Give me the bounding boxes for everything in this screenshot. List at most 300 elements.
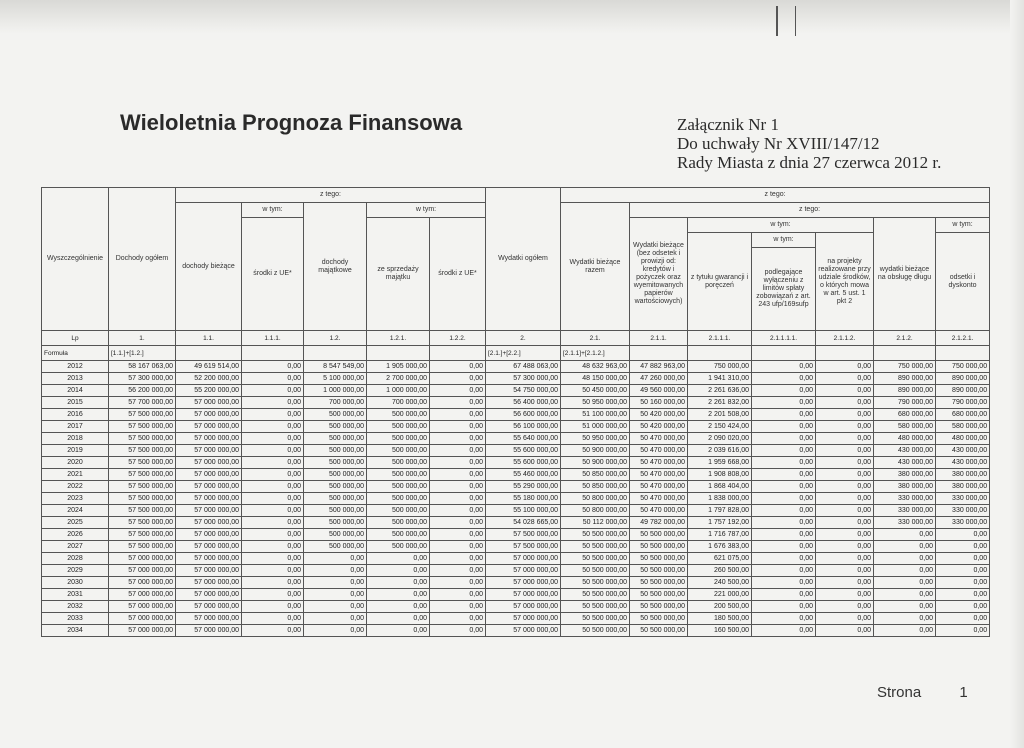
table-cell: 50 500 000,00 — [561, 529, 630, 541]
table-cell: 2 150 424,00 — [688, 421, 752, 433]
table-row — [42, 505, 990, 517]
table-cell: 380 000,00 — [874, 481, 936, 493]
header-w-tym: w tym: — [367, 203, 486, 218]
table-cell: 750 000,00 — [688, 361, 752, 373]
table-cell: 0,00 — [430, 589, 486, 601]
table-cell: 0,00 — [752, 553, 816, 565]
lp-row — [42, 331, 990, 346]
table-cell: 0,00 — [752, 517, 816, 529]
table-row — [42, 553, 990, 565]
table-cell — [430, 346, 486, 361]
table-cell: 1 000 000,00 — [304, 385, 367, 397]
table-cell: 480 000,00 — [874, 433, 936, 445]
table-cell: 1 676 383,00 — [688, 541, 752, 553]
table-cell: 57 000 000,00 — [176, 565, 242, 577]
table-cell: 55 200 000,00 — [176, 385, 242, 397]
table-cell: 49 619 514,00 — [176, 361, 242, 373]
table-cell: 0,00 — [874, 565, 936, 577]
table-cell: 1 797 828,00 — [688, 505, 752, 517]
table-cell: 0,00 — [936, 565, 990, 577]
header-z-tytulu-gwarancji: z tytułu gwarancji i poręczeń — [688, 233, 752, 331]
attachment-note — [677, 115, 941, 172]
table-cell: 500 000,00 — [367, 409, 430, 421]
table-cell: 0,00 — [430, 445, 486, 457]
table-cell: 57 300 000,00 — [109, 373, 176, 385]
table-cell: 57 000 000,00 — [176, 541, 242, 553]
table-cell: 50 500 000,00 — [630, 529, 688, 541]
table-cell: 330 000,00 — [936, 493, 990, 505]
header-z-tego: z tego: — [561, 188, 990, 203]
header-srodki-ue: środki z UE* — [430, 218, 486, 331]
table-row — [42, 625, 990, 637]
table-row — [42, 481, 990, 493]
table-cell: 0,00 — [242, 409, 304, 421]
scan-mark — [776, 6, 778, 36]
table-cell: 500 000,00 — [367, 421, 430, 433]
table-cell: 0,00 — [430, 625, 486, 637]
table-cell: 1 908 808,00 — [688, 469, 752, 481]
table-cell: 47 882 963,00 — [630, 361, 688, 373]
table-cell: 50 500 000,00 — [630, 589, 688, 601]
table-cell: 0,00 — [816, 397, 874, 409]
table-cell: 57 500 000,00 — [109, 541, 176, 553]
table-cell: 5 100 000,00 — [304, 373, 367, 385]
table-cell — [304, 346, 367, 361]
table-cell: 0,00 — [430, 361, 486, 373]
table-row — [42, 385, 990, 397]
table-cell: 57 000 000,00 — [486, 577, 561, 589]
table-cell: 50 470 000,00 — [630, 457, 688, 469]
table-cell — [688, 346, 752, 361]
table-cell: 57 000 000,00 — [486, 565, 561, 577]
table-cell: 0,00 — [242, 493, 304, 505]
table-cell: 0,00 — [816, 541, 874, 553]
table-row — [42, 373, 990, 385]
table-cell: 240 500,00 — [688, 577, 752, 589]
table-cell: 0,00 — [242, 469, 304, 481]
table-cell: 57 000 000,00 — [109, 625, 176, 637]
table-cell: 0,00 — [430, 493, 486, 505]
table-cell: 0,00 — [752, 481, 816, 493]
table-cell: 2025 — [42, 517, 109, 529]
table-cell: 0,00 — [816, 601, 874, 613]
table-cell: 890 000,00 — [874, 385, 936, 397]
table-cell: 57 000 000,00 — [109, 589, 176, 601]
table-cell: 57 000 000,00 — [176, 457, 242, 469]
table-cell: 51 000 000,00 — [561, 421, 630, 433]
table-cell — [816, 346, 874, 361]
table-cell: 50 500 000,00 — [561, 565, 630, 577]
table-cell: 2.1.1.1.1. — [752, 331, 816, 346]
table-cell: 57 000 000,00 — [486, 625, 561, 637]
attachment-number: Załącznik Nr 1 — [677, 115, 779, 134]
table-cell: 330 000,00 — [936, 517, 990, 529]
table-cell: 2015 — [42, 397, 109, 409]
table-cell: 621 075,00 — [688, 553, 752, 565]
table-cell: 57 000 000,00 — [109, 565, 176, 577]
table-cell: 2 201 508,00 — [688, 409, 752, 421]
table-cell: 2019 — [42, 445, 109, 457]
table-cell: 57 500 000,00 — [109, 445, 176, 457]
table-cell: 50 420 000,00 — [630, 421, 688, 433]
table-cell: 260 500,00 — [688, 565, 752, 577]
table-cell: 57 000 000,00 — [176, 613, 242, 625]
table-cell: 57 500 000,00 — [109, 433, 176, 445]
table-cell: 500 000,00 — [304, 505, 367, 517]
table-cell: 380 000,00 — [936, 481, 990, 493]
table-cell: 0,00 — [430, 601, 486, 613]
header-z-tego: z tego: — [176, 188, 486, 203]
table-cell: 0,00 — [816, 529, 874, 541]
table-cell: 2034 — [42, 625, 109, 637]
table-cell: 700 000,00 — [304, 397, 367, 409]
table-cell: 680 000,00 — [936, 409, 990, 421]
header-w-tym: w tym: — [936, 218, 990, 233]
table-cell: 55 460 000,00 — [486, 469, 561, 481]
table-cell: 500 000,00 — [367, 433, 430, 445]
table-row — [42, 529, 990, 541]
table-cell: 580 000,00 — [936, 421, 990, 433]
table-row — [42, 361, 990, 373]
table-cell: 0,00 — [242, 625, 304, 637]
table-cell: 50 420 000,00 — [630, 409, 688, 421]
table-cell: 67 488 063,00 — [486, 361, 561, 373]
table-cell: 0,00 — [874, 625, 936, 637]
table-cell: 49 782 000,00 — [630, 517, 688, 529]
table-cell: 500 000,00 — [304, 409, 367, 421]
table-cell: 0,00 — [304, 577, 367, 589]
table-cell: 680 000,00 — [874, 409, 936, 421]
table-cell: 0,00 — [874, 553, 936, 565]
table-cell: 58 167 063,00 — [109, 361, 176, 373]
table-cell: 0,00 — [242, 373, 304, 385]
table-cell: 57 000 000,00 — [176, 397, 242, 409]
table-cell: 330 000,00 — [874, 517, 936, 529]
scan-mark — [795, 6, 796, 36]
table-row — [42, 541, 990, 553]
table-cell: 52 200 000,00 — [176, 373, 242, 385]
table-cell: 0,00 — [242, 433, 304, 445]
table-cell: 57 000 000,00 — [176, 625, 242, 637]
table-cell: 50 800 000,00 — [561, 505, 630, 517]
table-row — [42, 469, 990, 481]
table-cell: 500 000,00 — [367, 457, 430, 469]
table-cell: 2033 — [42, 613, 109, 625]
table-cell: 0,00 — [752, 613, 816, 625]
table-cell: 50 850 000,00 — [561, 469, 630, 481]
table-cell: 1 838 000,00 — [688, 493, 752, 505]
table-cell: 0,00 — [242, 565, 304, 577]
table-cell: 330 000,00 — [874, 505, 936, 517]
table-cell: 0,00 — [816, 385, 874, 397]
table-cell: 0,00 — [430, 385, 486, 397]
table-cell: 0,00 — [304, 601, 367, 613]
table-cell: 0,00 — [242, 481, 304, 493]
table-cell: 0,00 — [752, 421, 816, 433]
table-cell: 50 850 000,00 — [561, 481, 630, 493]
table-cell — [367, 346, 430, 361]
table-cell: 50 470 000,00 — [630, 433, 688, 445]
table-cell: 2.1.1.2. — [816, 331, 874, 346]
table-cell: 57 000 000,00 — [486, 613, 561, 625]
table-cell: 50 500 000,00 — [561, 601, 630, 613]
table-cell: 0,00 — [430, 397, 486, 409]
table-cell: 50 500 000,00 — [561, 553, 630, 565]
table-cell: 2017 — [42, 421, 109, 433]
table-cell: 57 000 000,00 — [176, 481, 242, 493]
page-footer — [877, 684, 968, 701]
table-cell: 890 000,00 — [874, 373, 936, 385]
table-cell — [630, 346, 688, 361]
table-cell: 2031 — [42, 589, 109, 601]
table-cell: 50 500 000,00 — [630, 625, 688, 637]
table-cell: 0,00 — [816, 409, 874, 421]
table-row — [42, 409, 990, 421]
table-cell: 50 470 000,00 — [630, 493, 688, 505]
table-cell: 0,00 — [242, 601, 304, 613]
table-cell: 57 300 000,00 — [486, 373, 561, 385]
table-cell: 57 000 000,00 — [486, 553, 561, 565]
table-cell: 57 000 000,00 — [176, 505, 242, 517]
table-cell: 57 000 000,00 — [176, 553, 242, 565]
table-cell: 0,00 — [367, 577, 430, 589]
table-cell: 0,00 — [430, 577, 486, 589]
table-cell: 500 000,00 — [367, 469, 430, 481]
table-cell: 57 000 000,00 — [176, 517, 242, 529]
table-cell: 480 000,00 — [936, 433, 990, 445]
table-cell: 57 000 000,00 — [486, 601, 561, 613]
table-cell: 1 905 000,00 — [367, 361, 430, 373]
table-cell: 50 800 000,00 — [561, 493, 630, 505]
table-cell: 500 000,00 — [304, 457, 367, 469]
table-cell: 2 261 832,00 — [688, 397, 752, 409]
table-cell: 0,00 — [752, 577, 816, 589]
table-cell: 430 000,00 — [936, 457, 990, 469]
table-cell: 57 500 000,00 — [109, 493, 176, 505]
table-cell: 57 000 000,00 — [176, 469, 242, 481]
table-cell: 0,00 — [304, 553, 367, 565]
table-cell: 57 000 000,00 — [176, 421, 242, 433]
table-cell: 47 260 000,00 — [630, 373, 688, 385]
table-cell: 0,00 — [752, 445, 816, 457]
table-row — [42, 397, 990, 409]
table-cell: 0,00 — [936, 577, 990, 589]
table-cell: 0,00 — [242, 517, 304, 529]
table-cell: 750 000,00 — [936, 361, 990, 373]
page-number: 1 — [959, 684, 968, 701]
header-wydatki-biezace-razem: Wydatki bieżące razem — [561, 203, 630, 331]
table-cell: 0,00 — [430, 505, 486, 517]
table-cell: 2012 — [42, 361, 109, 373]
table-cell: 1.2.2. — [430, 331, 486, 346]
table-cell: 0,00 — [936, 589, 990, 601]
table-cell: 500 000,00 — [367, 517, 430, 529]
table-cell: 2023 — [42, 493, 109, 505]
table-cell: 500 000,00 — [304, 493, 367, 505]
table-cell: 160 500,00 — [688, 625, 752, 637]
table-cell: 0,00 — [752, 493, 816, 505]
table-cell: 50 500 000,00 — [561, 613, 630, 625]
table-cell: 50 500 000,00 — [630, 541, 688, 553]
table-cell: 55 600 000,00 — [486, 445, 561, 457]
table-cell: 0,00 — [874, 589, 936, 601]
table-cell: 57 000 000,00 — [109, 613, 176, 625]
table-cell: 0,00 — [752, 601, 816, 613]
table-cell: 57 000 000,00 — [109, 601, 176, 613]
table-cell: 2030 — [42, 577, 109, 589]
table-cell: 57 500 000,00 — [109, 505, 176, 517]
table-cell: 54 028 665,00 — [486, 517, 561, 529]
table-cell: 50 112 000,00 — [561, 517, 630, 529]
header-ze-sprzedazy: ze sprzedaży majątku — [367, 218, 430, 331]
table-cell: 54 750 000,00 — [486, 385, 561, 397]
table-cell: 50 500 000,00 — [630, 613, 688, 625]
table-cell: 2024 — [42, 505, 109, 517]
table-cell: 2022 — [42, 481, 109, 493]
table-cell: 0,00 — [816, 505, 874, 517]
table-cell: 2027 — [42, 541, 109, 553]
table-cell: 0,00 — [367, 625, 430, 637]
table-cell: 57 500 000,00 — [109, 517, 176, 529]
page-title: Wieloletnia Prognoza Finansowa — [120, 110, 463, 135]
table-cell: 2. — [486, 331, 561, 346]
table-cell: 2.1.2.1. — [936, 331, 990, 346]
table-row — [42, 565, 990, 577]
table-cell: 48 632 963,00 — [561, 361, 630, 373]
table-cell: 57 000 000,00 — [176, 601, 242, 613]
table-cell: 0,00 — [752, 541, 816, 553]
table-cell: 0,00 — [874, 577, 936, 589]
header-wydatki-obsluga-dlugu: wydatki bieżące na obsługę długu — [874, 218, 936, 331]
table-cell: 0,00 — [752, 409, 816, 421]
header-wyszczegolnienie: Wyszczególnienie — [42, 188, 109, 331]
table-cell: 1.1. — [176, 331, 242, 346]
table-cell: 0,00 — [874, 529, 936, 541]
table-cell: 0,00 — [816, 493, 874, 505]
table-body — [42, 331, 990, 637]
table-cell: 0,00 — [816, 553, 874, 565]
table-cell: 500 000,00 — [367, 481, 430, 493]
table-cell: 500 000,00 — [304, 481, 367, 493]
table-cell: 50 500 000,00 — [630, 553, 688, 565]
table-cell: 0,00 — [752, 589, 816, 601]
table-cell: 0,00 — [430, 565, 486, 577]
table-cell: 700 000,00 — [367, 397, 430, 409]
table-cell: 430 000,00 — [874, 457, 936, 469]
table-row — [42, 517, 990, 529]
table-cell: 0,00 — [430, 469, 486, 481]
table-cell: 1 000 000,00 — [367, 385, 430, 397]
table-cell: 0,00 — [430, 373, 486, 385]
table-cell: 1 868 404,00 — [688, 481, 752, 493]
table-cell: 500 000,00 — [304, 445, 367, 457]
table-cell: 2029 — [42, 565, 109, 577]
table-cell: 0,00 — [752, 565, 816, 577]
table-cell: 50 470 000,00 — [630, 481, 688, 493]
table-cell: 0,00 — [242, 553, 304, 565]
table-cell: 0,00 — [430, 457, 486, 469]
table-cell: 0,00 — [304, 589, 367, 601]
table-cell: 0,00 — [430, 481, 486, 493]
table-cell: 50 500 000,00 — [630, 577, 688, 589]
table-cell: 51 100 000,00 — [561, 409, 630, 421]
table-cell: 0,00 — [430, 541, 486, 553]
table-cell: 0,00 — [430, 433, 486, 445]
table-cell: 50 500 000,00 — [561, 577, 630, 589]
table-cell: 500 000,00 — [304, 421, 367, 433]
table-cell: 500 000,00 — [367, 493, 430, 505]
table-cell: 0,00 — [242, 421, 304, 433]
table-cell: 790 000,00 — [874, 397, 936, 409]
table-cell: 0,00 — [752, 469, 816, 481]
table-cell: 0,00 — [367, 553, 430, 565]
table-cell: 57 500 000,00 — [109, 529, 176, 541]
table-cell: 57 500 000,00 — [486, 529, 561, 541]
table-cell: 1. — [109, 331, 176, 346]
table-cell: 0,00 — [752, 373, 816, 385]
table-cell: 2018 — [42, 433, 109, 445]
table-cell: 500 000,00 — [304, 529, 367, 541]
header-na-projekty: na projekty realizowane przy udziale środków, o których mowa w art. 5 ust. 1 pkt 2 — [816, 233, 874, 331]
table-cell: 500 000,00 — [304, 433, 367, 445]
table-cell: 0,00 — [936, 613, 990, 625]
table-cell: 1 716 787,00 — [688, 529, 752, 541]
table-row — [42, 493, 990, 505]
table-cell: 0,00 — [752, 397, 816, 409]
table-cell: 50 900 000,00 — [561, 445, 630, 457]
table-cell: 330 000,00 — [874, 493, 936, 505]
table-cell: 0,00 — [367, 601, 430, 613]
table-cell: 0,00 — [936, 529, 990, 541]
table-cell: 0,00 — [430, 409, 486, 421]
table-cell: 2014 — [42, 385, 109, 397]
table-cell: 0,00 — [242, 529, 304, 541]
table-cell: 500 000,00 — [304, 469, 367, 481]
table-cell: 0,00 — [816, 445, 874, 457]
table-cell: 430 000,00 — [874, 445, 936, 457]
table-cell: 0,00 — [816, 421, 874, 433]
table-cell: 48 150 000,00 — [561, 373, 630, 385]
table-cell: 0,00 — [752, 361, 816, 373]
table-cell: 0,00 — [816, 469, 874, 481]
resolution-number: Do uchwały Nr XVIII/147/12 — [677, 134, 880, 153]
table-cell: 55 640 000,00 — [486, 433, 561, 445]
table-cell: 55 100 000,00 — [486, 505, 561, 517]
table-cell: 57 000 000,00 — [176, 445, 242, 457]
table-cell: 790 000,00 — [936, 397, 990, 409]
table-row — [42, 421, 990, 433]
table-cell: 0,00 — [242, 445, 304, 457]
table-cell: 890 000,00 — [936, 373, 990, 385]
table-cell: 56 600 000,00 — [486, 409, 561, 421]
table-cell: 0,00 — [242, 361, 304, 373]
table-cell: 57 700 000,00 — [109, 397, 176, 409]
table-cell: 50 900 000,00 — [561, 457, 630, 469]
header-dochody-majatkowe: dochody majątkowe — [304, 203, 367, 331]
table-cell: 0,00 — [304, 565, 367, 577]
table-cell: 221 000,00 — [688, 589, 752, 601]
table-cell: 0,00 — [816, 361, 874, 373]
table-cell: 2.1.1. — [630, 331, 688, 346]
table-cell: [2.1.1]+[2.1.2.] — [561, 346, 630, 361]
table-cell: 50 450 000,00 — [561, 385, 630, 397]
table-cell: 2.1.1.1. — [688, 331, 752, 346]
table-cell: 0,00 — [430, 421, 486, 433]
table-cell: 2013 — [42, 373, 109, 385]
table-cell: 580 000,00 — [874, 421, 936, 433]
table-cell: 0,00 — [816, 565, 874, 577]
table-cell: 2021 — [42, 469, 109, 481]
